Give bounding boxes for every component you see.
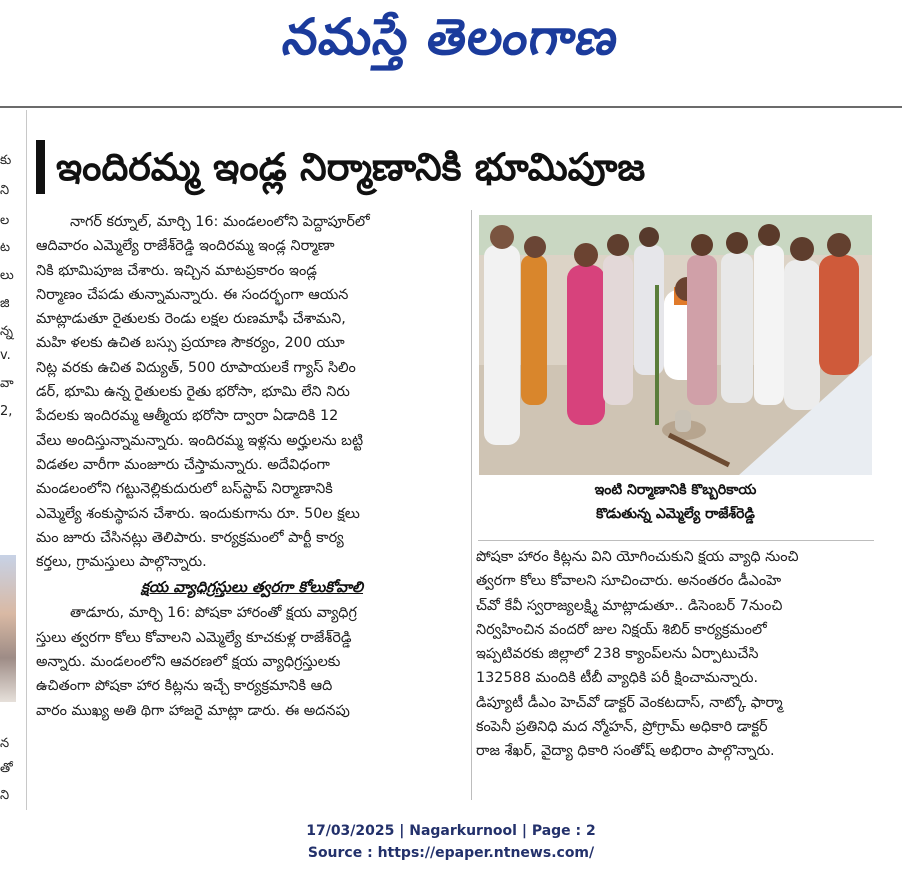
text-line: మండలంలోని గట్టునెల్లికుదురులో బస్‌స్టాప్‌ నిర్మాణానికి (36, 481, 333, 498)
text-line: మహి ళలకు ఉచిత బస్సు ప్రయాణ సౌకర్యం, 200 యూ (36, 335, 345, 352)
fragment-text: ల (0, 213, 10, 228)
text-line: మం జూరు చేసినట్లు తెలిపారు. కార్యక్రమంలో పార్టీ కార్య (36, 529, 344, 546)
article2-body-left (36, 601, 468, 722)
column-rule (471, 210, 472, 800)
article2-subhead: క్షయ వ్యాధిగ్రస్తులు త్వరగా కోలుకోవాలి (140, 578, 364, 597)
text-line: వేలు అందిస్తున్నామన్నారు. ఇందిరమ్మ ఇళ్లను అర్హులను బట్టి (36, 432, 364, 449)
text-line: స్తులు త్వరగా కోలు కోవాలని ఎమ్మెల్యే కూచకుళ్ల రాజేశ్‌రెడ్డి (36, 629, 352, 646)
adjacent-photo-fragment (0, 555, 16, 702)
text-line: త్వరగా కోలు కోవాలని సూచించారు. అనంతరం డీఎంహె (476, 573, 782, 590)
text-line: రాజ శేఖర్‌, వైద్యా ధికారి సంతోష్‌ అభిరాం పాల్గొన్నారు. (476, 743, 775, 760)
photo-caption-line: కొడుతున్న ఎమ్మెల్యే రాజేశ్‌రెడ్డి (596, 506, 755, 522)
photo-illustration (479, 215, 872, 475)
fragment-text: తో (0, 761, 13, 776)
column-divider (26, 110, 27, 810)
text-line: నిర్వహించిన వందరో జుల నిక్షయ్‌ శిబిర్‌ కార్యక్రమంలో (476, 621, 767, 638)
article-body (36, 210, 468, 574)
fragment-text: న (0, 736, 10, 751)
fragment-text: v. (0, 348, 11, 363)
fragment-text: ని (0, 788, 10, 803)
headline-bar (36, 140, 45, 194)
article-photo (479, 215, 872, 475)
masthead-rule (0, 106, 902, 108)
text-line: డిప్యూటీ డీఎం హెచ్‌వో డాక్టర్‌ వెంకటదాస్‌, నాట్కో ఫార్మా (476, 694, 783, 711)
text-line: ఉచితంగా పోషకా హార కిట్లను ఇచ్చే కార్యక్రమానికి ఆది (36, 678, 333, 695)
fragment-text: ని (0, 183, 10, 198)
text-line: కంపెనీ ప్రతినిధి మద న్మోహన్‌, ప్రోగ్రామ్‌ అధికారి డాక్టర్‌ (476, 719, 768, 736)
article2-body-right (476, 545, 874, 764)
text-line: ఎమ్మెల్యే శంకుస్థాపన చేశారు. ఇందుకుగాను రూ. 50ల క్షలు (36, 505, 360, 522)
fragment-text: వా (0, 376, 14, 391)
text-line: నిర్మాణం చేపడు తున్నామన్నారు. ఈ సందర్భంగా ఆయన (36, 286, 349, 303)
text-line: ఇప్పటివరకు జిల్లాలో 238 క్యాంప్‌లను ఏర్పాటుచేసి (476, 646, 759, 663)
footer-date-edition: 17/03/2025 | Nagarkurnool | Page : 2 (306, 823, 596, 839)
text-line: పోషకా హారం కిట్లను విని యోగించుకుని క్షయ వ్యాధి నుంచి (476, 549, 799, 565)
headline-block (32, 134, 892, 200)
fragment-text: లు (0, 268, 14, 283)
fragment-text: న్న (0, 324, 13, 339)
text-line: నాగర్‌ కర్నూల్‌, మార్చి 16: మండలంలోని పెద్దాపూర్‌లో (70, 214, 370, 230)
fragment-text: జి (0, 296, 10, 311)
page-footer (0, 820, 902, 864)
text-line: డర్‌, భూమి ఉన్న రైతులకు రైతు భరోసా, భూమి లేని నిరు (36, 384, 350, 401)
photo-caption (479, 478, 872, 526)
text-line: వారం ముఖ్య అతి థిగా హాజరై మాట్లా డారు. ఈ అదనపు (36, 702, 350, 719)
fragment-text: కు (0, 153, 12, 168)
article-left-column (36, 210, 468, 723)
text-line: ఆదివారం ఎమ్మెల్యే రాజేశ్‌రెడ్డి ఇందిరమ్మ ఇండ్ల నిర్మాణా (36, 238, 335, 255)
text-line: అన్నారు. మండలంలోని ఆవరణలో క్షయ వ్యాధిగ్రస్తులకు (36, 654, 341, 671)
text-line: మాట్లాడుతూ రైతులకు రెండు లక్షల రుణమాఫీ చేశామని, (36, 311, 346, 328)
text-line: విడతల వారీగా మంజూరు చేస్తామన్నారు. అదేవిధంగా (36, 456, 330, 473)
footer-source: Source : https://epaper.ntnews.com/ (307, 845, 595, 861)
article-headline: ఇందిరమ్మ ఇండ్ల నిర్మాణానికి భూమిపూజ (56, 145, 646, 189)
adjacent-column-fragment (0, 108, 22, 828)
text-line: కర్తలు, గ్రామస్తులు పాల్గొన్నారు. (36, 554, 207, 571)
masthead (0, 0, 902, 80)
text-line: పేదలకు ఇందిరమ్మ ఆత్మీయ భరోసా ద్వారా ఏడాదికి 12 (36, 408, 339, 425)
text-line: నిట్ల వరకు ఉచిత విద్యుత్‌, 500 రూపాయలకే గ్యాస్‌ సిలిం (36, 359, 356, 376)
article2-right-column (476, 545, 874, 764)
text-line: తాడూరు, మార్చి 16: పోషకా హారంతో క్షయ వ్యాధిగ్ర (70, 605, 357, 622)
photo-caption-line: ఇంటి నిర్మాణానికి కొబ్బరికాయ (594, 482, 757, 498)
fragment-text: ట (0, 240, 11, 255)
masthead-title: నమస్తే తెలంగాణ (279, 8, 623, 66)
text-line: 132588 మందికి టీబీ వ్యాధికి పరీ క్షించామన్నారు. (476, 670, 759, 687)
fragment-text: 2, (0, 404, 13, 419)
caption-rule (478, 540, 874, 541)
text-line: నికి భూమిపూజ చేశారు. ఇచ్చిన మాటప్రకారం ఇండ్ల (36, 262, 317, 279)
text-line: చ్‌వో కేవీ స్వరాజ్యలక్ష్మి మాట్లాడుతూ.. డిసెంబర్‌ 7నుంచి (476, 597, 783, 614)
